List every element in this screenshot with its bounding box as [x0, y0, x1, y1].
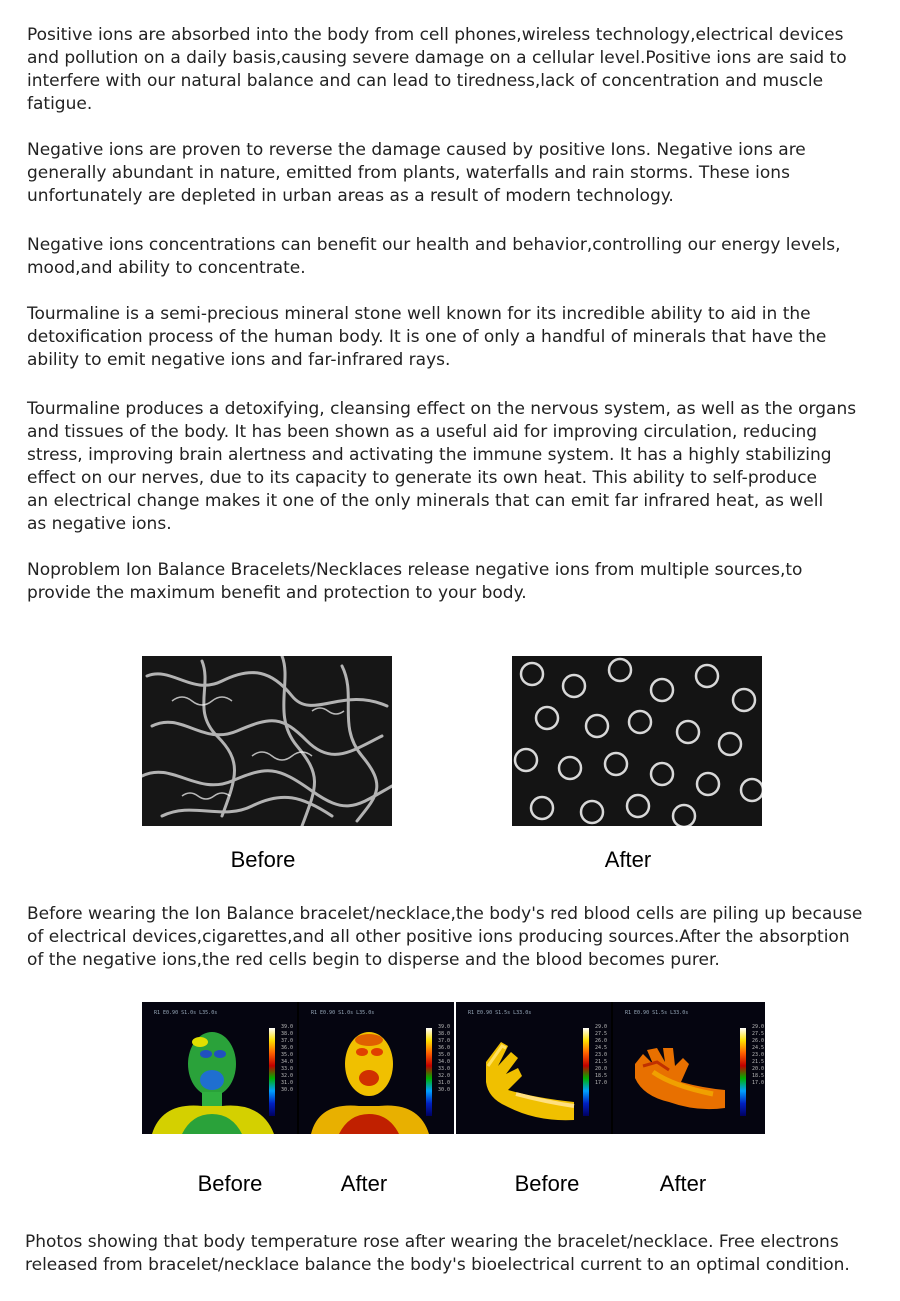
thermal-hand-before-caption: Before [514, 1171, 580, 1196]
intro-paragraph-tourmaline-effects: Tourmaline produces a detoxifying, cleansing effect on the nervous system, as well as the organs and tissues of the body. It has been shown as a useful aid for improving circulation, reducing stress, improving brain alertness and activating the immune system. It has a highly stabilizing effect on our nerves, due to its capacity to generate its own heat. This ability to self-produce an electrical change makes it one of the only minerals that can emit far infrared heat, as well as negative ions. [27, 399, 857, 534]
intro-paragraph-concentration: Negative ions concentrations can benefit our health and behavior,controlling our energy levels, mood,and ability to concentrate. [27, 235, 841, 278]
micrograph-after-caption: After [604, 847, 652, 872]
micrograph-before-caption: Before [230, 847, 296, 872]
thermal-face-after-caption: After [340, 1171, 388, 1196]
thermal-face-after-image: R1 E0.90 S1.0s L35.0s 39.0 38.0 37.0 36.0 35.0 34.0 33.0 32.0 31.0 30.0 [299, 1002, 454, 1134]
dispersed-cells-graphic [512, 656, 762, 826]
closing-paragraph: Photos showing that body temperature rose after wearing the bracelet/necklace. Free electrons released from bracelet/necklace balance the body's bioelectrical current to an optimal condition. [25, 1232, 850, 1275]
thermal-face-panel [142, 1002, 454, 1134]
micrograph-before-image [142, 656, 392, 826]
intro-paragraph-positive-ions: Positive ions are absorbed into the body from cell phones,wireless technology,electrical devices and pollution on a daily basis,causing severe damage on a cellular level.Positive ions are said to interfere with our natural balance and can lead to tiredness,lack of concentration and muscle fatigue. [27, 25, 847, 114]
thermal-hand-before-image: R1 E0.90 S1.5s L33.0s 29.0 27.5 26.0 24.5 23.0 21.5 20.0 18.5 17.0 [456, 1002, 611, 1134]
micrograph-after-image [512, 656, 762, 826]
intro-paragraph-product: Noproblem Ion Balance Bracelets/Necklaces release negative ions from multiple sources,to provide the maximum benefit and protection to your body. [27, 560, 803, 603]
thermal-hand-panel [456, 1002, 765, 1134]
intro-paragraph-tourmaline: Tourmaline is a semi-precious mineral stone well known for its incredible ability to aid in the detoxification process of the human body. It is one of only a handful of minerals that have the ability to emit negative ions and far-infrared rays. [27, 304, 827, 370]
thermal-face-before-caption: Before [197, 1171, 263, 1196]
intro-paragraph-negative-ions: Negative ions are proven to reverse the damage caused by positive Ions. Negative ions are generally abundant in nature, emitted from plants, waterfalls and rain storms. These ions unfortunately are depleted in urban areas as a result of modern technology. [27, 140, 806, 206]
thermal-face-before-image: R1 E0.90 S1.0s L35.0s 39.0 38.0 37.0 36.0 35.0 34.0 33.0 32.0 31.0 30.0 [142, 1002, 297, 1134]
thermal-hand-after-caption: After [659, 1171, 707, 1196]
blood-cells-paragraph: Before wearing the Ion Balance bracelet/necklace,the body's red blood cells are piling up because of electrical devices,cigarettes,and all other positive ions producing sources.After the absorption of the negative ions,the red cells begin to disperse and the blood becomes purer. [27, 904, 863, 970]
thermal-hand-after-image: R1 E0.90 S1.5s L33.0s 29.0 27.5 26.0 24.5 23.0 21.5 20.0 18.5 17.0 [613, 1002, 765, 1134]
clumped-cells-graphic [142, 656, 392, 826]
